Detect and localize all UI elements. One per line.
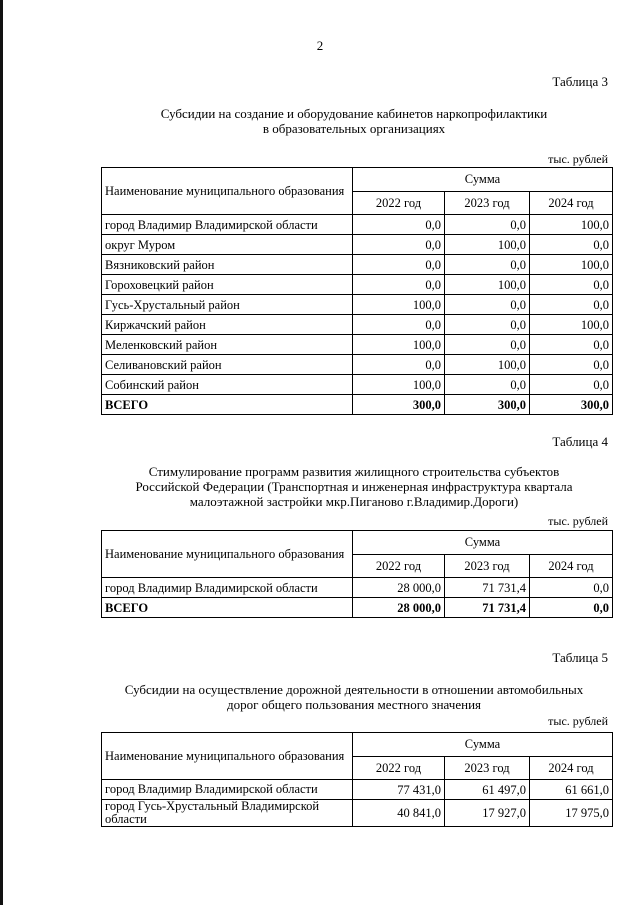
value-cell: 100,0 [445,235,530,255]
table4-title [100,464,608,509]
row-name-cell: Селивановский район [102,355,353,375]
value-cell: 40 841,0 [353,800,445,827]
row-name-cell: город Владимир Владимирской области [102,578,353,598]
row-name-cell: город Гусь-Хрустальный Владимирской области [102,800,353,827]
total-value-cell: 28 000,0 [353,598,445,618]
table3-title-line2: в образовательных организациях [262,121,446,136]
year-2022-header: 2022 год [353,554,445,578]
value-cell: 17 975,0 [530,800,613,827]
value-cell: 0,0 [353,255,445,275]
year-2022-header: 2022 год [353,756,445,780]
table-row [102,255,613,275]
value-cell: 100,0 [445,355,530,375]
value-cell: 100,0 [445,275,530,295]
table5-title-line1: Субсидии на осуществление дорожной деятельности в отношении автомобильных [124,682,584,697]
table-row [102,275,613,295]
total-value-cell: 71 731,4 [445,598,530,618]
table4-title-line1: Стимулирование программ развития жилищного строительства субъектов [148,464,560,479]
name-column-header: Наименование муниципального образования [102,531,353,578]
row-name-cell: округ Муром [102,235,353,255]
table-row [102,375,613,395]
value-cell: 100,0 [530,215,613,235]
table4-title-line3: малоэтажной застройки мкр.Пиганово г.Владимир.Дороги) [189,494,519,509]
value-cell: 100,0 [353,375,445,395]
row-name-cell: Собинский район [102,375,353,395]
value-cell: 0,0 [445,335,530,355]
value-cell: 0,0 [353,275,445,295]
total-value-cell: 300,0 [353,395,445,415]
row-name-cell: город Владимир Владимирской области [102,780,353,800]
table-row [102,215,613,235]
value-cell: 0,0 [530,275,613,295]
table-row [102,235,613,255]
value-cell: 0,0 [530,235,613,255]
year-2024-header: 2024 год [530,756,613,780]
table4-units: тыс. рублей [548,514,608,528]
value-cell: 0,0 [445,255,530,275]
total-value-cell: 300,0 [445,395,530,415]
row-name-cell: город Владимир Владимирской области [102,215,353,235]
row-name-cell: Вязниковский район [102,255,353,275]
value-cell: 0,0 [530,355,613,375]
row-name-cell: Гусь-Хрустальный район [102,295,353,315]
value-cell: 71 731,4 [445,578,530,598]
value-cell: 0,0 [445,215,530,235]
row-name-cell: Киржачский район [102,315,353,335]
value-cell: 100,0 [530,315,613,335]
value-cell: 0,0 [445,295,530,315]
table3-units: тыс. рублей [548,152,608,166]
table-row [102,780,613,800]
value-cell: 77 431,0 [353,780,445,800]
table4 [101,530,613,618]
value-cell: 0,0 [353,315,445,335]
sum-column-header: Сумма [353,733,613,757]
value-cell: 0,0 [530,578,613,598]
table5 [101,732,613,827]
total-row [102,598,613,618]
sum-column-header: Сумма [353,531,613,555]
row-name-cell: Гороховецкий район [102,275,353,295]
total-value-cell: 0,0 [530,598,613,618]
total-row [102,395,613,415]
table-row [102,295,613,315]
value-cell: 100,0 [353,335,445,355]
value-cell: 0,0 [445,375,530,395]
year-2023-header: 2023 год [445,756,530,780]
table5-units: тыс. рублей [548,714,608,728]
value-cell: 28 000,0 [353,578,445,598]
page-number: 2 [316,38,324,53]
year-2023-header: 2023 год [445,191,530,215]
table4-title-line2: Российской Федерации (Транспортная и инженерная инфраструктура квартала [135,479,573,494]
year-2024-header: 2024 год [530,554,613,578]
value-cell: 61 661,0 [530,780,613,800]
total-label: ВСЕГО [102,598,353,618]
value-cell: 100,0 [353,295,445,315]
table-row [102,335,613,355]
value-cell: 0,0 [530,375,613,395]
value-cell: 0,0 [445,315,530,335]
row-name-cell: Меленковский район [102,335,353,355]
table4-label: Таблица 4 [552,434,608,449]
year-2024-header: 2024 год [530,191,613,215]
year-2023-header: 2023 год [445,554,530,578]
table-row [102,578,613,598]
sum-column-header: Сумма [353,168,613,192]
value-cell: 17 927,0 [445,800,530,827]
value-cell: 0,0 [353,215,445,235]
name-column-header: Наименование муниципального образования [102,733,353,780]
value-cell: 0,0 [353,235,445,255]
total-value-cell: 300,0 [530,395,613,415]
total-label: ВСЕГО [102,395,353,415]
scan-edge [0,0,3,905]
year-2022-header: 2022 год [353,191,445,215]
value-cell: 0,0 [530,335,613,355]
table3 [101,167,613,415]
value-cell: 61 497,0 [445,780,530,800]
name-column-header: Наименование муниципального образования [102,168,353,215]
table-row [102,800,613,827]
table-row [102,355,613,375]
table5-title-line2: дорог общего пользования местного значения [226,697,482,712]
table5-title [100,682,608,712]
value-cell: 0,0 [530,295,613,315]
table3-title-line1: Субсидии на создание и оборудование кабинетов наркопрофилактики [160,106,548,121]
table-row [102,315,613,335]
table3-label: Таблица 3 [552,74,608,89]
table5-label: Таблица 5 [552,650,608,665]
value-cell: 0,0 [353,355,445,375]
value-cell: 100,0 [530,255,613,275]
table3-title [100,106,608,136]
